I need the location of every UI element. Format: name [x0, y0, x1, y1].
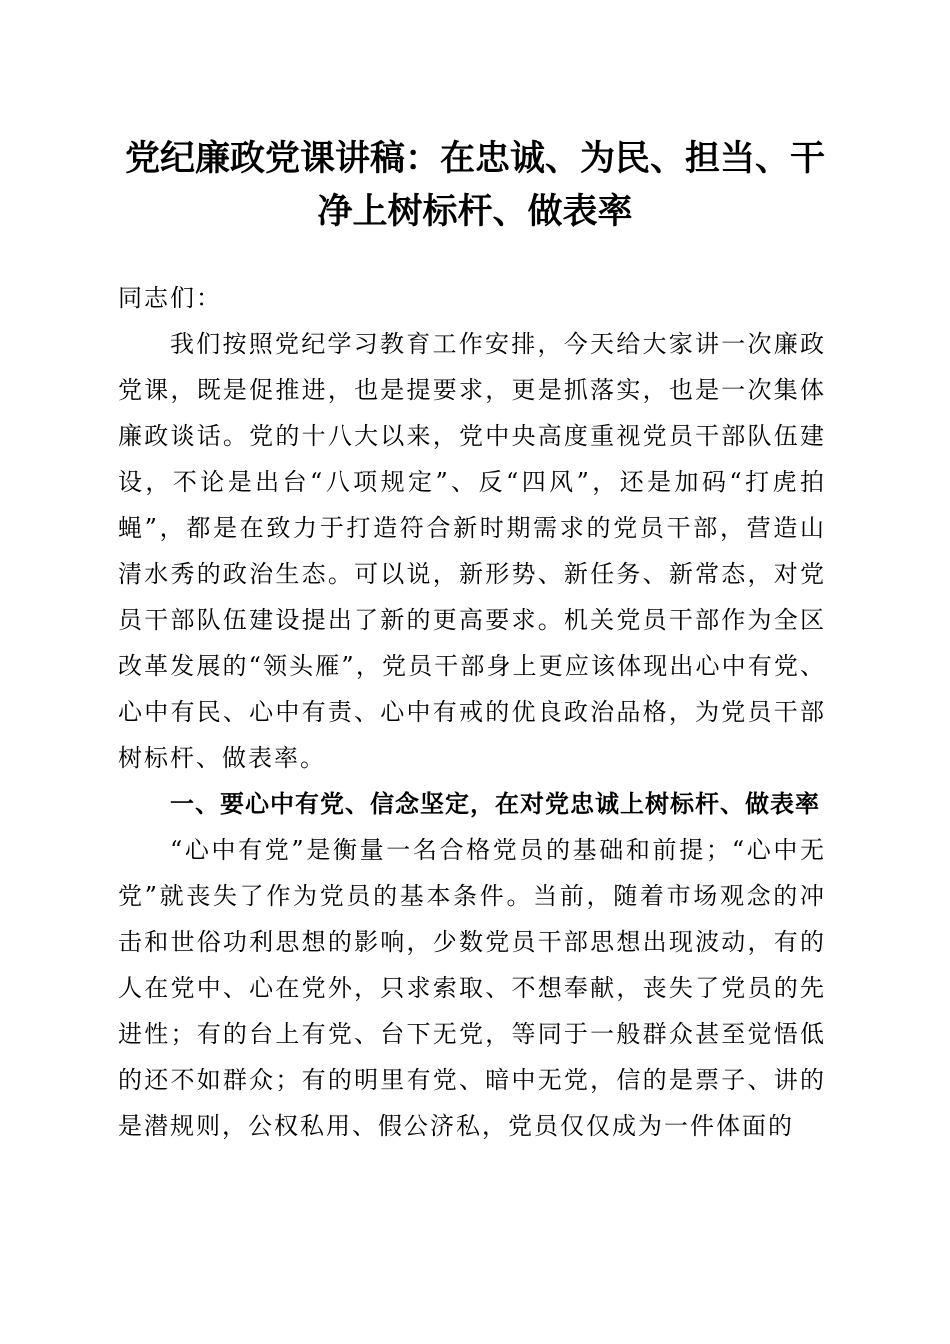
document-body [118, 275, 826, 1149]
section-1-paragraph: “心中有党”是衡量一名合格党员的基础和前提；“心中无党”就丧失了作为党员的基本条件。当前，随着市场观念的冲击和世俗功利思想的影响，少数党员干部思想出现波动，有的人在党中、心在党外，只求索取、不想奉献，丧失了党员的先进性；有的台上有党、台下无党，等同于一般群众甚至觉悟低的还不如群众；有的明里有党、暗中无党，信的是票子、讲的是潜规则，公权私用、假公济私，党员仅仅成为一件体面的 [118, 836, 826, 1140]
section-heading-1: 一、要心中有党、信念坚定，在对党忠诚上树标杆、做表率 [170, 790, 820, 818]
document-title: 党纪廉政党课讲稿：在忠诚、为民、担当、干净上树标杆、做表率 [124, 138, 825, 232]
intro-paragraph: 我们按照党纪学习教育工作安排，今天给大家讲一次廉政党课，既是促推进，也是提要求，更是抓落实，也是一次集体廉政谈话。党的十八大以来，党中央高度重视党员干部队伍建设，不论是出台“八项规定”、反“四风”，还是加码“打虎拍蝇”，都是在致力于打造符合新时期需求的党员干部，营造山清水秀的政治生态。可以说，新形势、新任务、新常态，对党员干部队伍建设提出了新的更高要求。机关党员干部作为全区改革发展的“领头雁”，党员干部身上更应该体现出心中有党、心中有民、心中有责、心中有戒的优良政治品格，为党员干部树标杆、做表率。 [118, 330, 826, 772]
greeting: 同志们： [118, 284, 222, 312]
